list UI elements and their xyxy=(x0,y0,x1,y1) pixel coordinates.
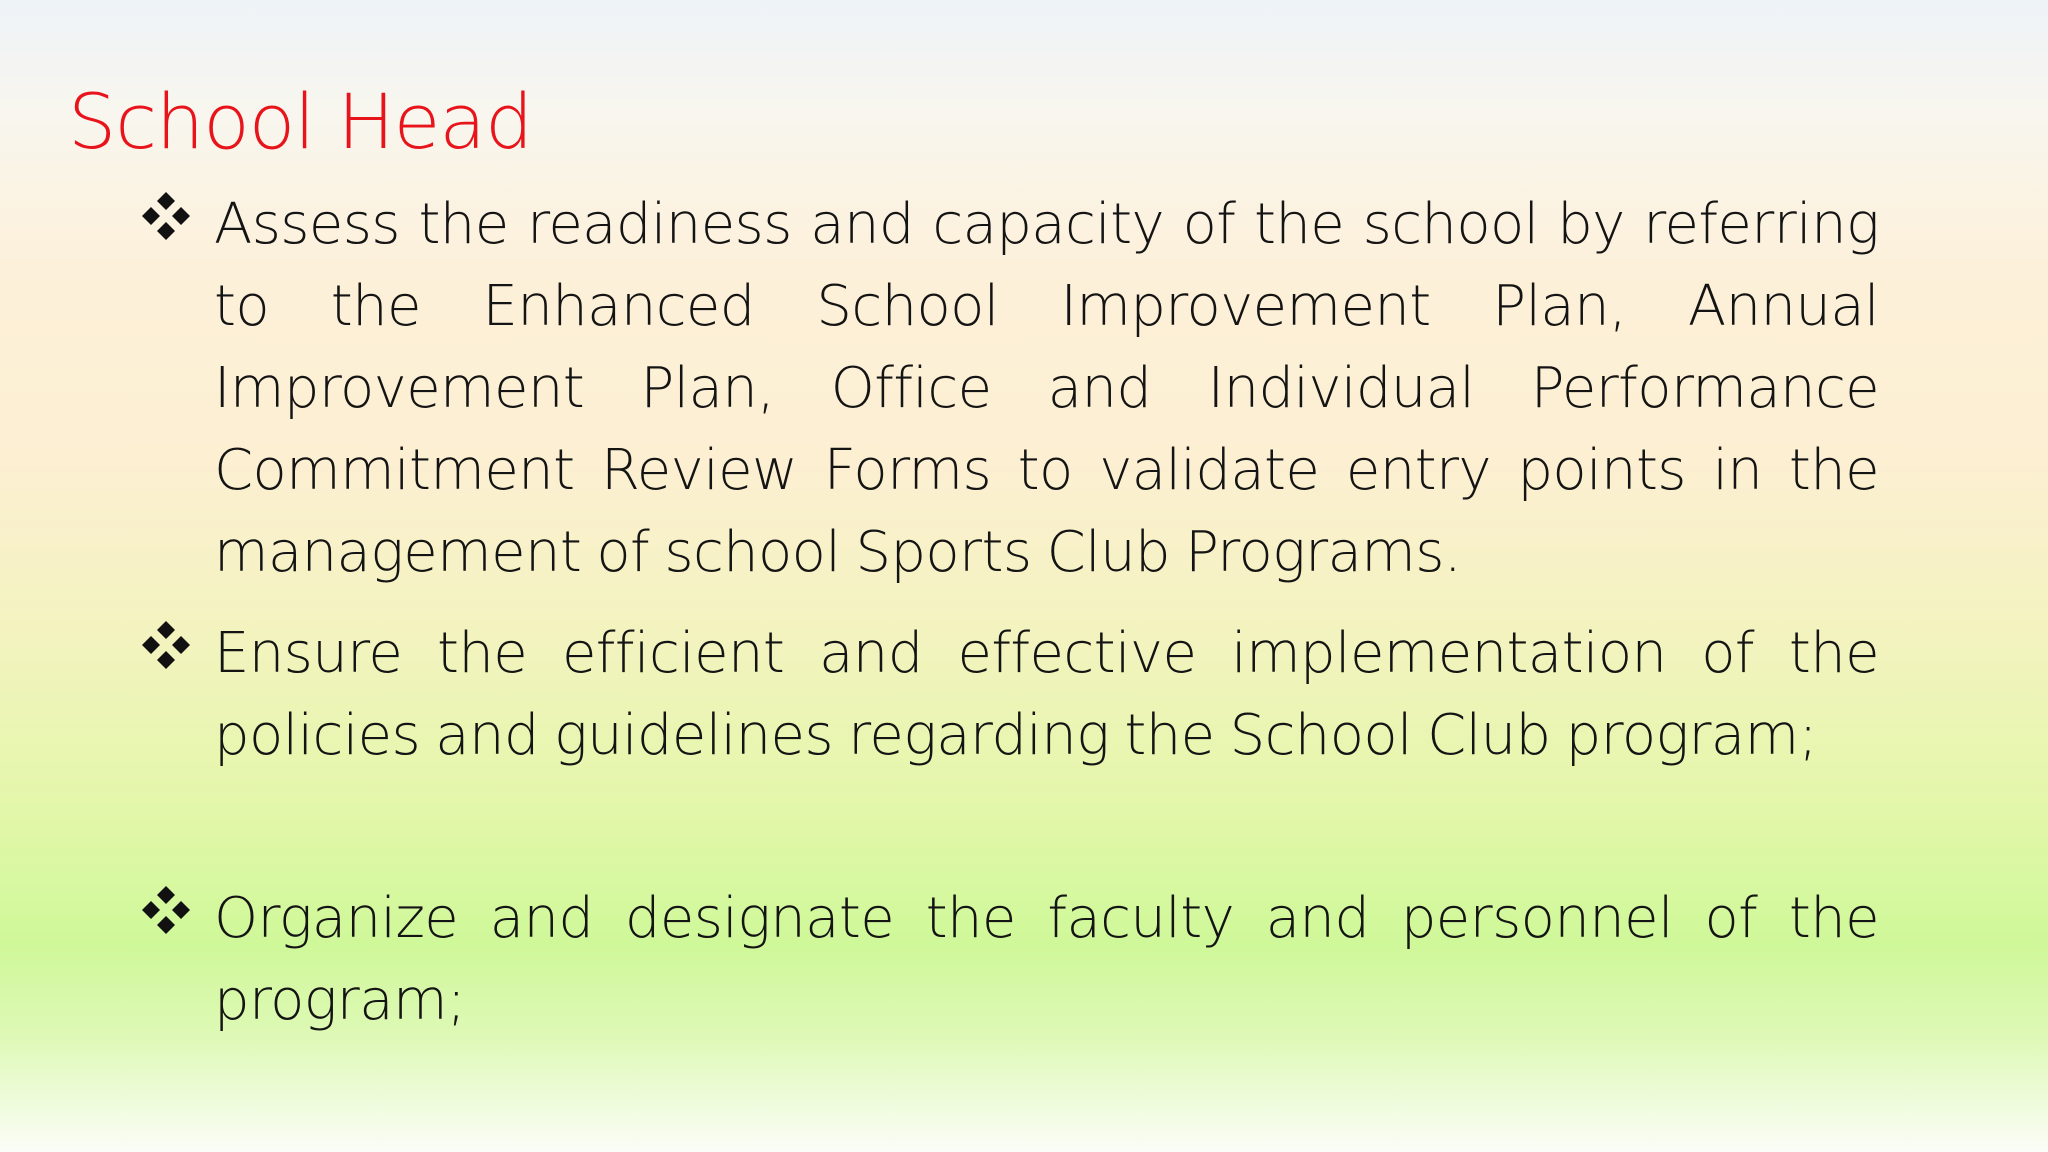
four-diamond-bullet-icon xyxy=(140,190,192,242)
slide-title: School Head xyxy=(68,77,533,166)
bullet-text: Ensure the efficient and effective implementation of the policies and guidelines regarding the School Club program; xyxy=(214,621,1879,768)
bullet-text: Assess the readiness and capacity of the school by referring to the Enhanced School Improvement Plan, Annual Improvement Plan, Office and Individual Performance Commitment Review Forms to validate entry points in the management of school Sports Club Programs. xyxy=(214,192,1879,585)
four-diamond-bullet-icon xyxy=(140,884,192,936)
four-diamond-bullet-icon xyxy=(140,619,192,671)
bullet-text: Organize and designate the faculty and personnel of the program; xyxy=(214,886,1879,1033)
